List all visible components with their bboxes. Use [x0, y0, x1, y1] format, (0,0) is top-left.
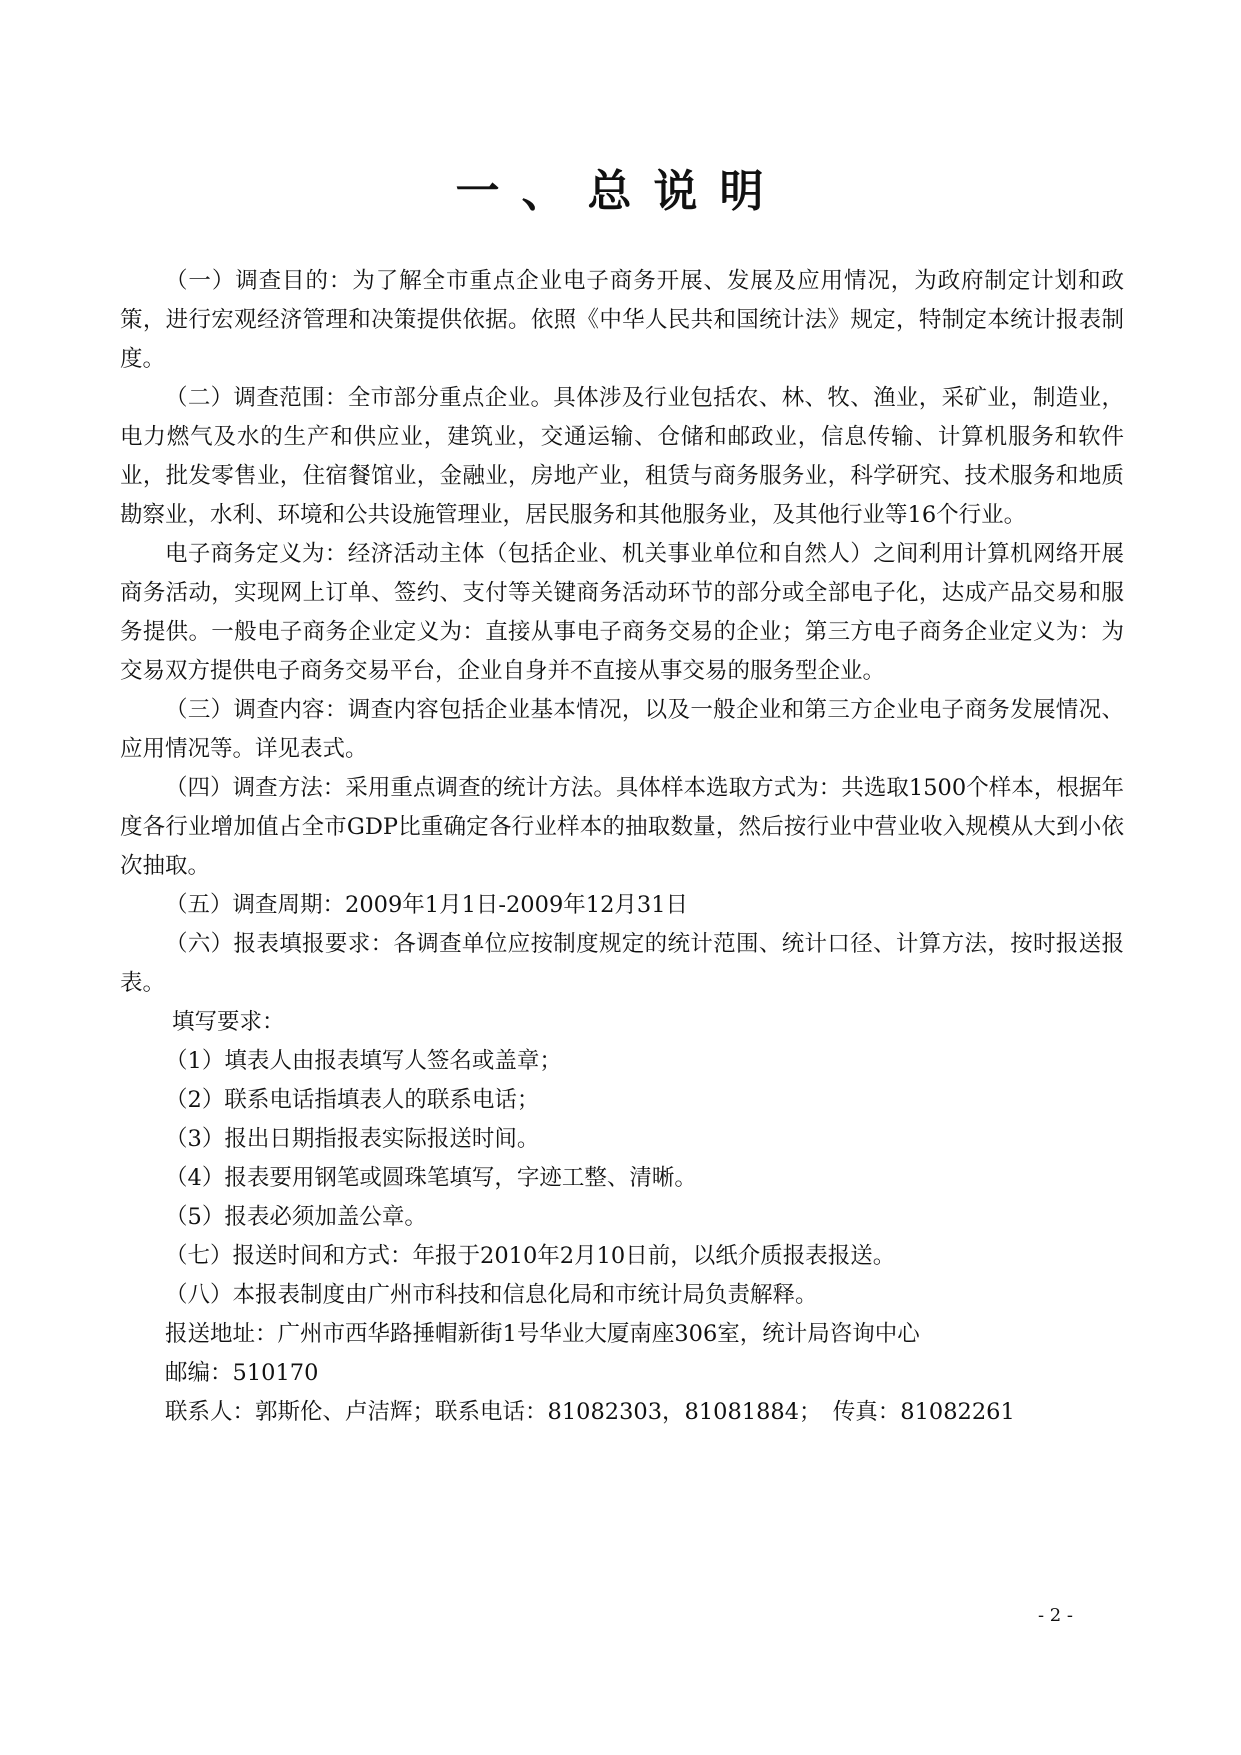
- page-number: - 2 -: [1037, 1605, 1073, 1626]
- paragraph-survey-content: （三）调查内容：调查内容包括企业基本情况，以及一般企业和第三方企业电子商务发展情况、应用情况等。详见表式。: [120, 697, 1124, 762]
- paragraph-interpretation: （八）本报表制度由广州市科技和信息化局和市统计局负责解释。: [165, 1282, 818, 1308]
- fill-requirement-item: （1）填表人由报表填写人签名或盖章；: [165, 1048, 562, 1074]
- document-body: [120, 262, 1124, 1432]
- paragraph-ecommerce-definition: 电子商务定义为：经济活动主体（包括企业、机关事业单位和自然人）之间利用计算机网络开展商务活动，实现网上订单、签约、支付等关键商务活动环节的部分或全部电子化，达成产品交易和服务提供。一般电子商务企业定义为：直接从事电子商务交易的企业；第三方电子商务企业定义为：为交易双方提供电子商务交易平台，企业自身并不直接从事交易的服务型企业。: [120, 541, 1124, 684]
- paragraph-submission-time: （七）报送时间和方式：年报于2010年2月10日前，以纸介质报表报送。: [165, 1243, 896, 1269]
- page-title: 一、总说明: [455, 166, 786, 217]
- submission-address: 报送地址：广州市西华路捶帽新街1号华业大厦南座306室，统计局咨询中心: [165, 1321, 920, 1347]
- fill-requirement-item: （4）报表要用钢笔或圆珠笔填写，字迹工整、清晰。: [165, 1165, 697, 1191]
- paragraph-survey-purpose: （一）调查目的：为了解全市重点企业电子商务开展、发展及应用情况，为政府制定计划和政策，进行宏观经济管理和决策提供依据。依照《中华人民共和国统计法》规定，特制定本统计报表制度。: [120, 268, 1124, 372]
- paragraph-survey-scope: （二）调查范围：全市部分重点企业。具体涉及行业包括农、林、牧、渔业，采矿业，制造业，电力燃气及水的生产和供应业，建筑业，交通运输、仓储和邮政业，信息传输、计算机服务和软件业，批发零售业，住宿餐馆业，金融业，房地产业，租赁与商务服务业，科学研究、技术服务和地质勘察业，水利、环境和公共设施管理业，居民服务和其他服务业，及其他行业等16个行业。: [120, 385, 1124, 528]
- paragraph-survey-period: （五）调查周期：2009年1月1日-2009年12月31日: [165, 892, 689, 918]
- paragraph-reporting-requirements: （六）报表填报要求：各调查单位应按制度规定的统计范围、统计口径、计算方法，按时报送报表。: [120, 931, 1124, 996]
- postcode: 邮编：510170: [165, 1360, 319, 1386]
- contact-info: 联系人：郭斯伦、卢洁辉；联系电话：81082303，81081884； 传真：81082261: [165, 1399, 1015, 1425]
- paragraph-survey-method: （四）调查方法：采用重点调查的统计方法。具体样本选取方式为：共选取1500个样本，根据年度各行业增加值占全市GDP比重确定各行业样本的抽取数量，然后按行业中营业收入规模从大到小依次抽取。: [120, 775, 1124, 879]
- fill-requirements-heading: 填写要求：: [172, 1009, 285, 1035]
- fill-requirement-item: （2）联系电话指填表人的联系电话；: [165, 1087, 540, 1113]
- fill-requirement-item: （5）报表必须加盖公章。: [165, 1204, 427, 1230]
- fill-requirement-item: （3）报出日期指报表实际报送时间。: [165, 1126, 540, 1152]
